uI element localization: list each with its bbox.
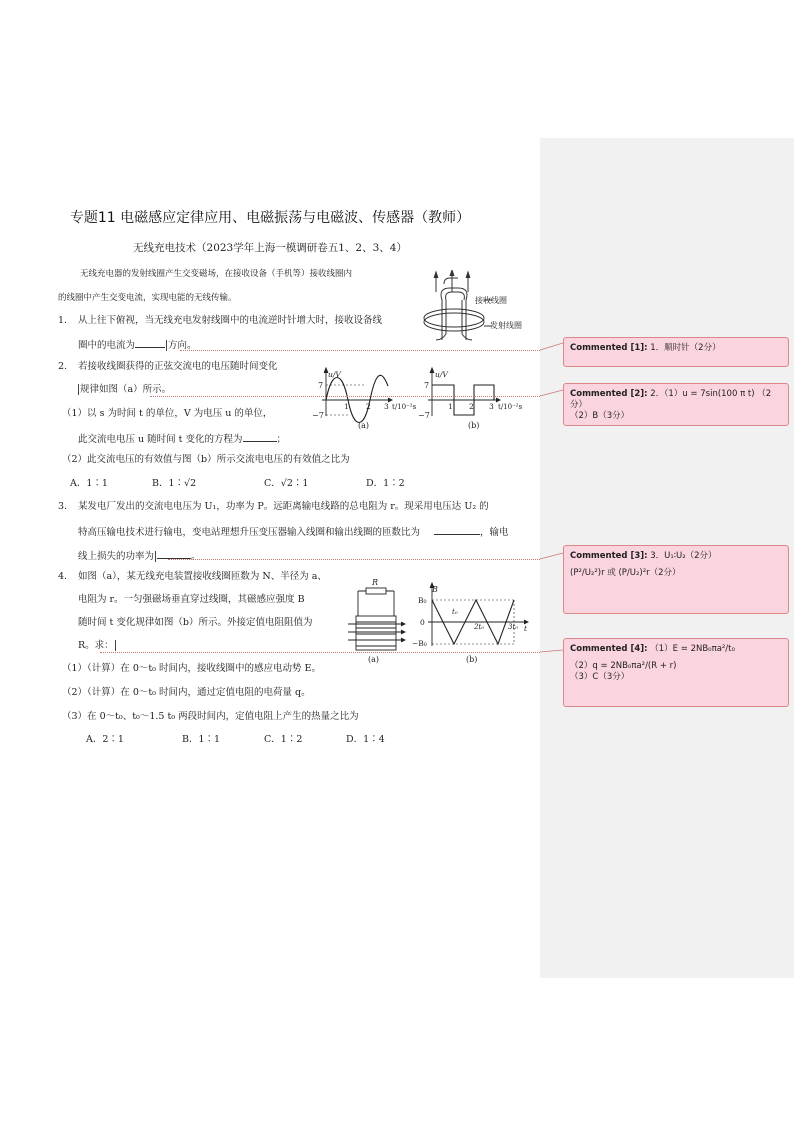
figure-4a-resistor-label: R bbox=[372, 578, 379, 587]
figure-4b-tick-t0: t₀ bbox=[452, 608, 458, 616]
comment-3[interactable] bbox=[563, 545, 789, 614]
comment-anchor-3 bbox=[155, 551, 156, 562]
comment-4-line-3: （3）C（3分） bbox=[570, 672, 630, 682]
figure-4b-tick-3t0: 3t₀ bbox=[508, 623, 519, 631]
graph-a-y-axis-label: u/V bbox=[328, 370, 341, 379]
graph-a-tick-3: 3 bbox=[384, 402, 389, 411]
q2-option-a[interactable]: A．1∶1 bbox=[70, 478, 108, 489]
document-subtitle: 无线充电技术（2023学年上海一模调研卷五1、2、3、4） bbox=[133, 242, 407, 254]
q1-number: 1. bbox=[58, 315, 68, 326]
graph-b-ymax-label: 7 bbox=[424, 381, 430, 390]
q3-line-3b: 。 bbox=[191, 551, 201, 562]
figure-4b-tick-2t0: 2t₀ bbox=[474, 623, 485, 631]
graph-b-tick-2: 2 bbox=[469, 402, 474, 411]
comment-2-tag: Commented [2]: bbox=[570, 389, 648, 399]
q2-sub1-answer-blank[interactable] bbox=[243, 431, 277, 442]
q4-option-c[interactable]: C．1∶2 bbox=[264, 734, 303, 745]
graph-b-tick-1: 1 bbox=[448, 402, 453, 411]
graph-a-ymin-label: −7 bbox=[312, 411, 324, 420]
resistor-symbol bbox=[366, 588, 386, 594]
graph-a-tick-2: 2 bbox=[366, 402, 371, 411]
figure-4b-b0-label: B₀ bbox=[418, 596, 427, 605]
q2-sub1-line-1: （1）以 s 为时间 t 的单位，V 为电压 u 的单位， bbox=[62, 408, 273, 419]
q1-text-line-1: 从上往下俯视，当无线充电发射线圈中的电流逆时针增大时，接收设备线 bbox=[78, 315, 383, 326]
q2-option-c[interactable]: C．√2∶1 bbox=[264, 478, 309, 489]
q4-line-3: 随时间 t 变化规律如图（b）所示。外接定值电阻阻值为 bbox=[78, 617, 313, 628]
q4-line-4 bbox=[78, 640, 117, 652]
graph-b bbox=[418, 366, 540, 432]
document-title: 专题11 电磁感应定律应用、电磁振荡与电磁波、传感器（教师） bbox=[69, 210, 471, 226]
transmit-coil-label: 发射线圈 bbox=[490, 321, 522, 330]
q2-text-line-1: 若接收线圈获得的正弦交流电的电压随时间变化 bbox=[78, 361, 278, 372]
intro-line-2: 的线圈中产生交变电流，实现电能的无线传输。 bbox=[58, 293, 237, 303]
q3-line-2b: ，输电 bbox=[480, 527, 509, 538]
comment-4-tag: Commented [4]: bbox=[570, 644, 648, 654]
receive-coil-label: 接收线圈 bbox=[475, 296, 507, 305]
q1-text-line-2 bbox=[78, 337, 197, 352]
q4-sub1: （1）（计算）在 0～t₀ 时间内，接收线圈中的感应电动势 E。 bbox=[62, 663, 321, 674]
figure-4b-graph bbox=[410, 582, 535, 666]
q1-answer-blank[interactable] bbox=[135, 337, 165, 348]
graph-a-caption: (a) bbox=[358, 421, 370, 430]
figure-4b-neg-b0-label: −B₀ bbox=[412, 639, 427, 648]
q1-text-2a: 圈中的电流为 bbox=[78, 340, 136, 351]
q1-text-2b: 方向。 bbox=[168, 340, 197, 351]
q3-line-2 bbox=[78, 524, 509, 539]
comment-anchor-1 bbox=[166, 340, 167, 351]
comment-3-tag: Commented [3]: bbox=[570, 551, 648, 561]
graph-b-ymin-label: −7 bbox=[418, 411, 430, 420]
figure-4a-caption: (a) bbox=[368, 655, 380, 664]
q2-option-d[interactable]: D．1∶2 bbox=[366, 478, 405, 489]
comment-4-leader bbox=[100, 652, 540, 653]
q3-number: 3. bbox=[58, 501, 68, 512]
comment-2-line-2: （2）B（3分） bbox=[570, 411, 630, 421]
comment-2[interactable] bbox=[563, 383, 789, 426]
q4-option-d[interactable]: D．1∶4 bbox=[346, 734, 385, 745]
comment-1[interactable] bbox=[563, 337, 789, 367]
q4-option-a[interactable]: A．2∶1 bbox=[86, 734, 124, 745]
q2-sub1-2b: ； bbox=[276, 434, 287, 445]
q2-sub2: （2）此交流电压的有效值与图（b）所示交流电电压的有效值之比为 bbox=[62, 454, 350, 465]
figure-4b-caption: (b) bbox=[466, 655, 478, 664]
q4-line-1: 如图（a），某无线充电装置接收线圈匝数为 N、半径为 a、 bbox=[78, 571, 327, 582]
q2-option-b[interactable]: B．1∶√2 bbox=[152, 478, 197, 489]
comment-3-line-2: (P²/U₂²)r 或 (P/U₂)²r（2分） bbox=[570, 568, 681, 578]
q2-number: 2. bbox=[58, 361, 68, 372]
comment-2-line-1: 2．（1）u = 7sin(100 π t) （2分） bbox=[570, 389, 772, 410]
figure-4b-y-axis-label: B bbox=[432, 585, 438, 594]
graph-b-x-axis-label: t/10⁻²s bbox=[498, 403, 523, 411]
graph-a-tick-1: 1 bbox=[344, 402, 349, 411]
comment-3-leader bbox=[168, 559, 540, 560]
coil-figure bbox=[412, 270, 537, 355]
q4-line-2: 电阻为 r。一匀强磁场垂直穿过线圈，其磁感应强度 B bbox=[78, 594, 305, 605]
comment-4-line-1: （1）E = 2NB₀πa²/t₀ bbox=[650, 644, 735, 654]
graph-a bbox=[308, 366, 418, 432]
figure-4a-coil-resistor bbox=[346, 576, 408, 668]
q2-sub1-2a: 此交流电电压 u 随时间 t 变化的方程为 bbox=[78, 434, 243, 445]
q2-text-2: 规律如图（a）所示。 bbox=[80, 384, 172, 395]
comment-4[interactable] bbox=[563, 638, 789, 707]
q2-text-line-2 bbox=[78, 384, 171, 396]
graph-b-tick-3: 3 bbox=[489, 402, 494, 411]
comment-3-line-1: 3．U₁∶U₂（2分） bbox=[650, 551, 717, 561]
q3-line-1: 某发电厂发出的交流电电压为 U₁，功率为 P。远距离输电线路的总电阻为 r。现采用电压达 U₂ 的 bbox=[78, 501, 489, 512]
q4-sub3: （3）在 0～t₀、t₀～1.5 t₀ 两段时间内，定值电阻上产生的热量之比为 bbox=[62, 711, 359, 722]
comment-1-tag: Commented [1]: bbox=[570, 343, 648, 353]
comment-1-leader bbox=[180, 350, 540, 351]
graph-b-y-axis-label: u/V bbox=[435, 370, 448, 379]
q3-power-answer-blank[interactable] bbox=[157, 548, 191, 559]
figure-4b-zero-label: 0 bbox=[420, 618, 425, 627]
q4-sub2: （2）（计算）在 0～t₀ 时间内，通过定值电阻的电荷量 q。 bbox=[62, 687, 311, 698]
q3-ratio-answer-blank[interactable] bbox=[434, 524, 480, 535]
q4-number: 4. bbox=[58, 571, 68, 582]
comment-connector-lines bbox=[536, 330, 566, 660]
comment-4-line-2: （2）q = 2NB₀πa²/(R + r) bbox=[570, 661, 677, 671]
q4-line-4-text: R。求： bbox=[78, 640, 114, 651]
comment-anchor-4 bbox=[115, 640, 116, 651]
q2-sub1-line-2 bbox=[78, 431, 286, 446]
intro-line-1: 无线充电器的发射线圈产生交变磁场，在接收设备（手机等）接收线圈内 bbox=[80, 269, 353, 279]
q3-line-2a: 特高压输电技术进行输电，变电站理想升压变压器输入线圈和输出线圈的匝数比为 bbox=[78, 527, 421, 538]
comment-anchor-2 bbox=[78, 384, 79, 395]
q4-option-b[interactable]: B．1∶1 bbox=[182, 734, 221, 745]
q3-line-3a: 线上损失的功率为 bbox=[78, 551, 155, 562]
comment-2-leader bbox=[150, 396, 540, 397]
graph-a-sine-curve bbox=[326, 375, 388, 422]
figure-4b-t-axis-label: t bbox=[524, 624, 528, 633]
graph-a-ymax-label: 7 bbox=[318, 381, 324, 390]
graph-b-caption: (b) bbox=[468, 421, 480, 430]
comment-1-line-1: 1．顺时针（2分） bbox=[650, 343, 721, 353]
graph-a-x-axis-label: t/10⁻²s bbox=[392, 403, 417, 411]
q3-line-3 bbox=[78, 548, 201, 563]
